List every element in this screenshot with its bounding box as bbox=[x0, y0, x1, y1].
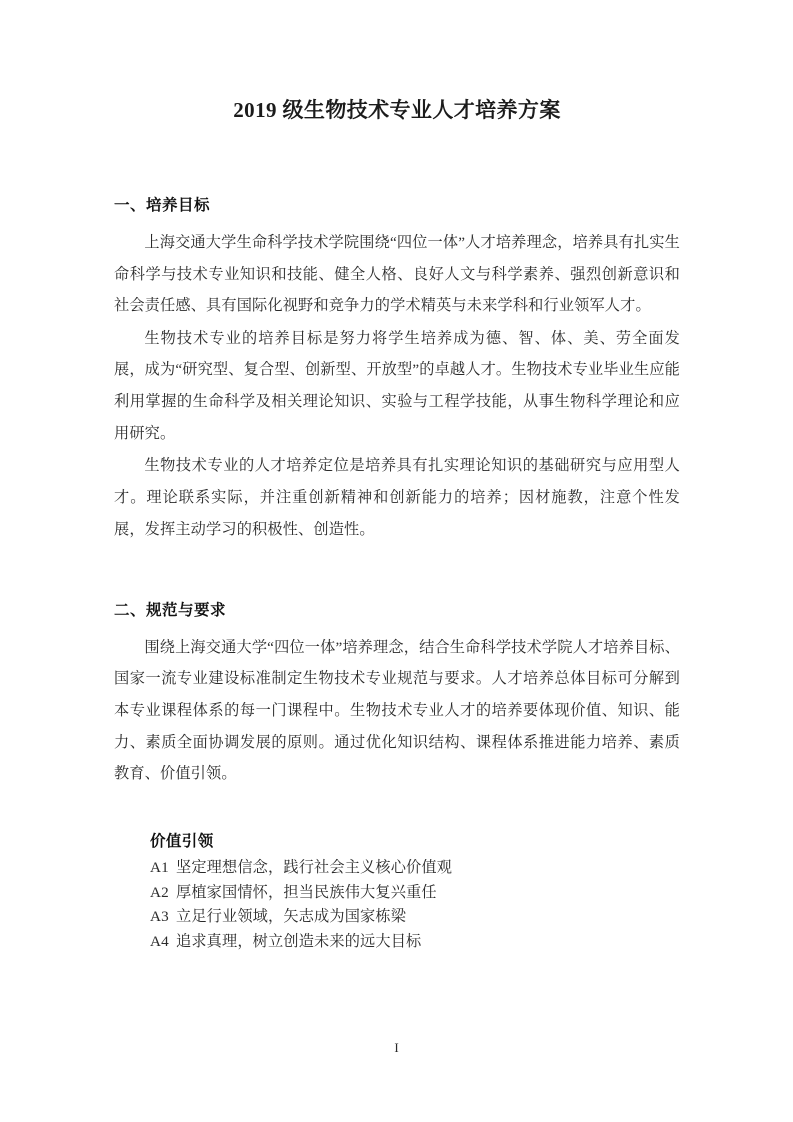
list-item-label: 追求真理，树立创造未来的远大目标 bbox=[176, 932, 422, 950]
list-item-label: 坚定理想信念，践行社会主义核心价值观 bbox=[176, 859, 453, 877]
list-item-code: A4 bbox=[150, 932, 169, 950]
page-content bbox=[114, 0, 680, 955]
list-item bbox=[150, 881, 680, 906]
subsection-value-guidance bbox=[114, 830, 680, 955]
paragraph: 生物技术专业的人才培养定位是培养具有扎实理论知识的基础研究与应用型人才。理论联系实际，并注重创新精神和创新能力的培养；因材施教，注意个性发展，发挥主动学习的积极性、创造性。 bbox=[114, 457, 680, 538]
list-item bbox=[150, 905, 680, 930]
section-heading-training-goals: 一、培养目标 bbox=[114, 196, 211, 215]
list-item-label: 立足行业领域，矢志成为国家栋梁 bbox=[176, 908, 407, 926]
paragraph: 围绕上海交通大学“四位一体”培养理念，结合生命科学技术学院人才培养目标、国家一流专业建设标准制定生物技术专业规范与要求。人才培养总体目标可分解到本专业课程体系的每一门课程中。生物技术专业人才的培养要体现价值、知识、能力、素质全面协调发展的原则。通过优化知识结构、课程体系推进能力培养、素质教育、价值引领。 bbox=[114, 638, 680, 783]
list-item-code: A2 bbox=[150, 883, 169, 901]
page-title: 2019 级生物技术专业人才培养方案 bbox=[233, 98, 561, 122]
subsection-heading: 价值引领 bbox=[150, 831, 214, 850]
list-item-code: A1 bbox=[150, 859, 169, 877]
paragraph: 生物技术专业的培养目标是努力将学生培养成为德、智、体、美、劳全面发展，成为“研究型、复合型、创新型、开放型”的卓越人才。生物技术专业毕业生应能利用掌握的生命科学及相关理论知识、实验与工程学技能，从事生物科学理论和应用研究。 bbox=[114, 329, 680, 442]
list-item-code: A3 bbox=[150, 908, 169, 926]
list-item bbox=[150, 856, 680, 881]
list-item bbox=[150, 930, 680, 955]
paragraph: 上海交通大学生命科学技术学院围绕“四位一体”人才培养理念，培养具有扎实生命科学与技术专业知识和技能、健全人格、良好人文与科学素养、强烈创新意识和社会责任感、具有国际化视野和竞争力的学术精英与未来学科和行业领军人才。 bbox=[114, 234, 680, 315]
section-heading-standards-requirements: 二、规范与要求 bbox=[114, 601, 227, 620]
page-number-footer: I bbox=[394, 1040, 399, 1055]
list-item-label: 厚植家国情怀，担当民族伟大复兴重任 bbox=[176, 883, 437, 901]
